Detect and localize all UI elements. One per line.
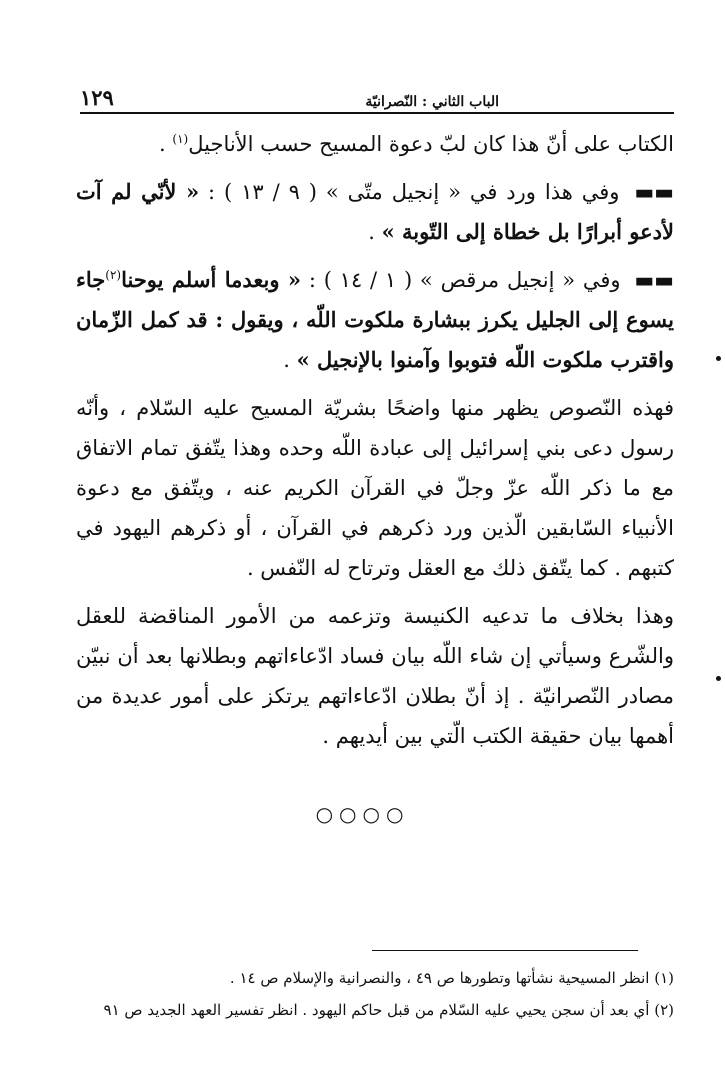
footnote-ref-1: (١): [172, 132, 189, 146]
header-rule: [80, 112, 674, 114]
page-header: [80, 84, 674, 110]
footnote-2: (٢) أي بعد أن سجن يحيي عليه السّلام من قبل حاكم اليهود . انظر تفسير العهد الجديد ص ٩١: [103, 1001, 674, 1019]
margin-dot: [716, 356, 721, 361]
paragraph-1: الكتاب على أنّ هذا كان لبّ دعوة المسيح حسب الأناجيل$^{(١)}$ .: [159, 132, 674, 156]
mark-quote-b: جاء يسوع إلى الجليل يكرز ببشارة ملكوت اللّه ، ويقول : قد كمل الزّمان واقترب ملكوت اللّه فتوبوا وآمنوا بالإنجيل »: [76, 267, 674, 372]
matthew-quote: « لأنّي لم آت لأدعو أبرارًا بل خطاة إلى التّوبة »: [76, 179, 674, 244]
footnote-ref-2: (٢): [105, 268, 122, 282]
section-ornament: ○○○○: [315, 802, 410, 826]
paragraph-3: ▬▬ وفي « إنجيل مرقص » ( ١ / ١٤ ) : « وبعدما أسلم يوحنا$^{(٢)}$جاء يسوع إلى الجليل يكرز ببشارة ملكوت اللّه ، ويقول : قد كمل الزّمان واقترب ملكوت اللّه فتوبوا وآمنوا بالإنجيل » .: [76, 267, 674, 372]
paragraph-1-text: الكتاب على أنّ هذا كان لبّ دعوة المسيح حسب الأناجيل: [188, 132, 674, 156]
bullet-dash-icon: ▬▬: [634, 267, 674, 292]
page-number: ١٢٩: [80, 85, 114, 110]
paragraph-2-intro: وفي هذا ورد في « إنجيل متّى » ( ٩ / ١٣ ) :: [199, 180, 629, 204]
paragraph-2: ▬▬ وفي هذا ورد في « إنجيل متّى » ( ٩ / ١٣ ) : « لأنّي لم آت لأدعو أبرارًا بل خطاة إلى التّوبة » .: [76, 179, 674, 244]
footnotes: [76, 962, 674, 1026]
mark-quote-a: « وبعدما أسلم يوحنا: [121, 267, 302, 292]
paragraph-5: وهذا بخلاف ما تدعيه الكنيسة وتزعمه من الأمور المناقضة للعقل والشّرع وسيأتي إن شاء اللّه بيان فساد ادّعاءاتهم وبطلانها بعد أن نبيّن مصادر النّصرانيّة . إذ أنّ بطلان ادّعاءاتهم يرتكز على أمور عديدة من أهمها بيان حقيقة الكتب الّتي بين أيديهم .: [76, 604, 674, 748]
running-title: الباب الثاني : النّصرانيّة: [365, 94, 499, 110]
margin-dot: [716, 676, 721, 681]
body-text: [76, 124, 674, 756]
paragraph-3-intro: وفي « إنجيل مرقص » ( ١ / ١٤ ) :: [301, 268, 629, 292]
paragraph-4: فهذه النّصوص يظهر منها واضحًا بشريّة المسيح عليه السّلام ، وأنّه رسول دعى بني إسرائيل إلى عبادة اللّه وحده وهذا يتّفق تمام الاتفاق مع ما ذكر اللّه عزّ وجلّ في القرآن الكريم عنه ، ويتّفق مع دعوة الأنبياء السّابقين الّذين ورد ذكرهم في القرآن ، أو ذكرهم اليهود في كتبهم . كما يتّفق ذلك مع العقل وترتاح له النّفس .: [76, 396, 674, 580]
bullet-dash-icon: ▬▬: [634, 179, 674, 204]
footnote-rule: [372, 950, 638, 951]
footnote-1: (١) انظر المسيحية نشأتها وتطورها ص ٤٩ ، والنصرانية والإسلام ص ١٤ .: [229, 969, 674, 987]
